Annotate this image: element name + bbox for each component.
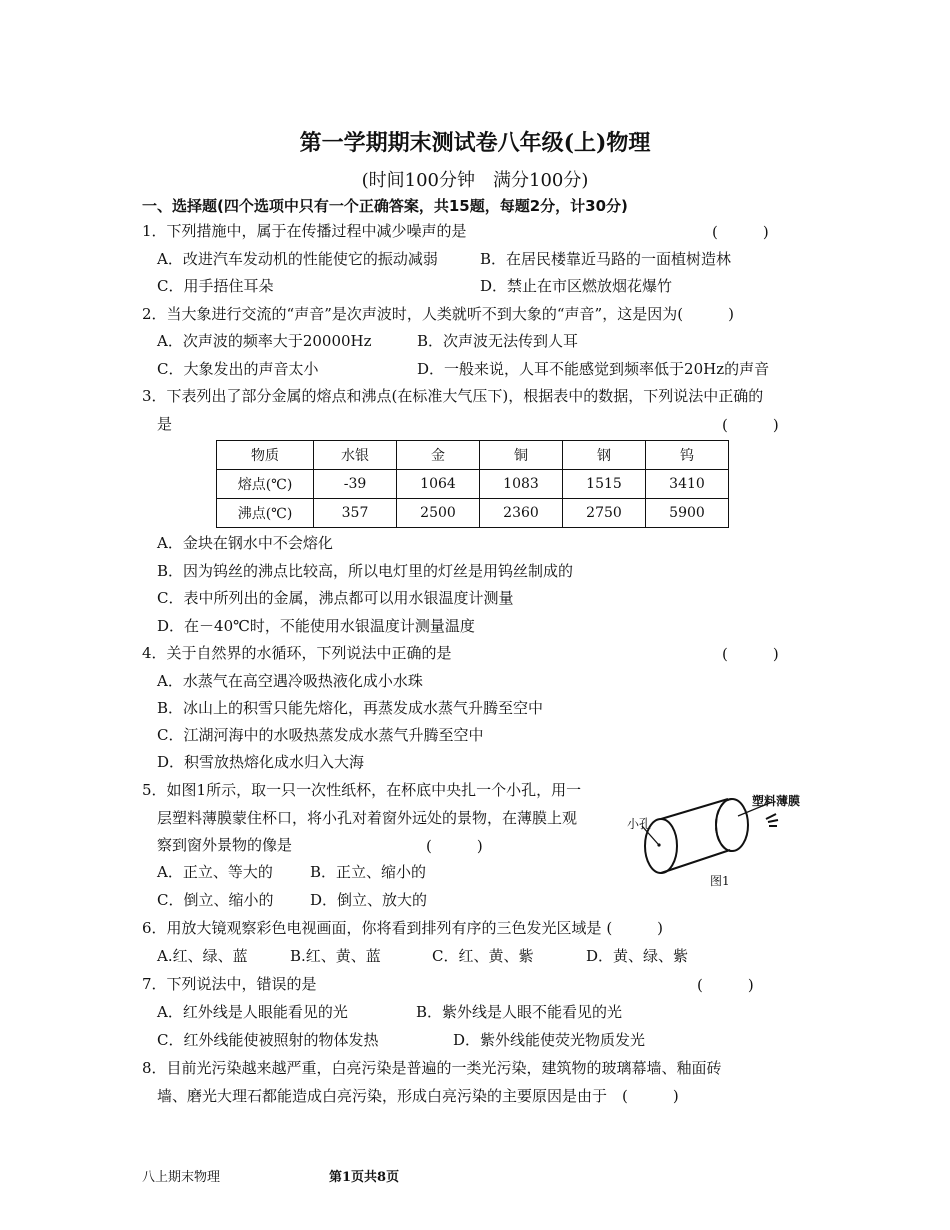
- q7-option-a: A．红外线是人眼能看见的光: [157, 1003, 348, 1021]
- table-cell: 3410: [646, 470, 729, 499]
- table-header-cell: 金: [397, 441, 480, 470]
- question-8-stem-line2: 墙、磨光大理石都能造成白亮污染，形成白亮污染的主要原因是由于 ( ): [157, 1087, 679, 1105]
- table-header-cell: 钢: [563, 441, 646, 470]
- question-3-stem-line2: 是: [157, 415, 173, 433]
- table-cell: 沸点(℃): [217, 499, 314, 528]
- table-cell: 2360: [480, 499, 563, 528]
- q6-option-c: C．红、黄、紫: [432, 947, 534, 965]
- q6-option-b: B.红、黄、蓝: [290, 947, 381, 965]
- q4-option-b: B．冰山上的积雪只能先熔化，再蒸发成水蒸气升腾至空中: [157, 699, 544, 717]
- question-5-stem-line2: 层塑料薄膜蒙住杯口，将小孔对着窗外远处的景物，在薄膜上观: [157, 809, 578, 827]
- question-4-stem: 4．关于自然界的水循环，下列说法中正确的是: [142, 644, 452, 662]
- table-cell: 2750: [563, 499, 646, 528]
- answer-blank-3: ( ): [722, 416, 779, 434]
- answer-blank-4: ( ): [722, 645, 779, 663]
- table-cell: 357: [314, 499, 397, 528]
- q1-option-c: C．用手捂住耳朵: [157, 277, 274, 295]
- question-6-stem: 6．用放大镜观察彩色电视画面，你将看到排列有序的三色发光区域是 ( ): [142, 919, 664, 937]
- answer-blank-1: ( ): [712, 223, 769, 241]
- q1-option-a: A．改进汽车发动机的性能使它的振动减弱: [157, 250, 438, 268]
- table-cell: -39: [314, 470, 397, 499]
- q1-option-d: D．禁止在市区燃放烟花爆竹: [480, 277, 673, 295]
- q3-option-c: C．表中所列出的金属，沸点都可以用水银温度计测量: [157, 589, 514, 607]
- pinhole-dot: [657, 843, 660, 846]
- q5-option-a: A．正立、等大的: [157, 863, 273, 881]
- q6-option-a: A.红、绿、蓝: [157, 947, 248, 965]
- section-heading: 一、选择题(四个选项中只有一个正确答案，共15题，每题2分，计30分): [142, 197, 628, 215]
- table-cell: 5900: [646, 499, 729, 528]
- scenery-mark: [766, 814, 778, 826]
- figure-label-film: 塑料薄膜: [752, 794, 801, 808]
- q4-option-a: A．水蒸气在高空遇冷吸热液化成小水珠: [157, 672, 423, 690]
- film-hidden-edge: [716, 799, 732, 851]
- table-header-row: [217, 441, 729, 470]
- q2-option-a: A．次声波的频率大于20000Hz: [157, 332, 372, 350]
- figure-caption: 图1: [710, 874, 730, 888]
- q7-option-b: B．紫外线是人眼不能看见的光: [416, 1003, 623, 1021]
- table-header-cell: 钨: [646, 441, 729, 470]
- table-cell: 熔点(℃): [217, 470, 314, 499]
- cup-bottom-ellipse: [645, 819, 677, 873]
- q2-option-b: B．次声波无法传到人耳: [417, 332, 579, 350]
- q3-option-d: D．在－40℃时，不能使用水银温度计测量温度: [157, 617, 475, 635]
- page-title: 第一学期期末测试卷八年级(上)物理: [299, 130, 651, 156]
- table-cell: 1064: [397, 470, 480, 499]
- q5-option-d: D．倒立、放大的: [310, 891, 428, 909]
- q6-option-d: D．黄、绿、紫: [586, 947, 689, 965]
- q4-option-c: C．江湖河海中的水吸热蒸发成水蒸气升腾至空中: [157, 726, 484, 744]
- answer-blank-5: ( ): [426, 837, 483, 855]
- metal-properties-table: [216, 440, 729, 528]
- table-cell: 1083: [480, 470, 563, 499]
- q7-option-d: D．紫外线能使荧光物质发光: [453, 1031, 646, 1049]
- table-header-cell: 水银: [314, 441, 397, 470]
- table-cell: 1515: [563, 470, 646, 499]
- table-row: [217, 470, 729, 499]
- film-pointer-line: [738, 802, 772, 816]
- q7-option-c: C．红外线能使被照射的物体发热: [157, 1031, 379, 1049]
- footer-page-number: 第1页共8页: [329, 1170, 400, 1185]
- table-cell: 2500: [397, 499, 480, 528]
- q3-option-b: B．因为钨丝的沸点比较高，所以电灯里的灯丝是用钨丝制成的: [157, 562, 574, 580]
- q2-option-d: D．一般来说，人耳不能感觉到频率低于20Hz的声音: [417, 360, 770, 378]
- q1-option-b: B．在居民楼靠近马路的一面植树造林: [480, 250, 732, 268]
- answer-blank-7: ( ): [697, 976, 754, 994]
- question-5-stem-line1: 5．如图1所示，取一只一次性纸杯，在杯底中央扎一个小孔，用一: [142, 781, 582, 799]
- exam-subtitle: (时间100分钟 满分100分): [361, 170, 589, 191]
- q5-option-c: C．倒立、缩小的: [157, 891, 274, 909]
- question-1-stem: 1．下列措施中，属于在传播过程中减少噪声的是: [142, 222, 467, 240]
- footer-course-label: 八上期末物理: [142, 1170, 221, 1185]
- q3-option-a: A．金块在钢水中不会熔化: [157, 534, 333, 552]
- film-ellipse: [716, 799, 748, 851]
- q5-option-b: B．正立、缩小的: [310, 863, 427, 881]
- question-3-stem-line1: 3．下表列出了部分金属的熔点和沸点(在标准大气压下)，根据表中的数据，下列说法中正确的: [142, 387, 764, 405]
- question-7-stem: 7．下列说法中，错误的是: [142, 975, 317, 993]
- table-header-cell: 物质: [217, 441, 314, 470]
- cup-bottom-edge: [661, 850, 730, 873]
- question-2-stem: 2．当大象进行交流的“声音”是次声波时，人类就听不到大象的“声音”，这是因为( ): [142, 305, 734, 323]
- pinhole-cup-figure: [620, 786, 820, 892]
- table-header-cell: 铜: [480, 441, 563, 470]
- figure-label-hole: 小孔: [627, 817, 652, 831]
- q2-option-c: C．大象发出的声音太小: [157, 360, 319, 378]
- table-row: [217, 499, 729, 528]
- question-5-stem-line3: 察到窗外景物的像是: [157, 836, 293, 854]
- question-8-stem-line1: 8．目前光污染越来越严重，白亮污染是普遍的一类光污染，建筑物的玻璃幕墙、釉面砖: [142, 1059, 722, 1077]
- q4-option-d: D．积雪放热熔化成水归入大海: [157, 753, 365, 771]
